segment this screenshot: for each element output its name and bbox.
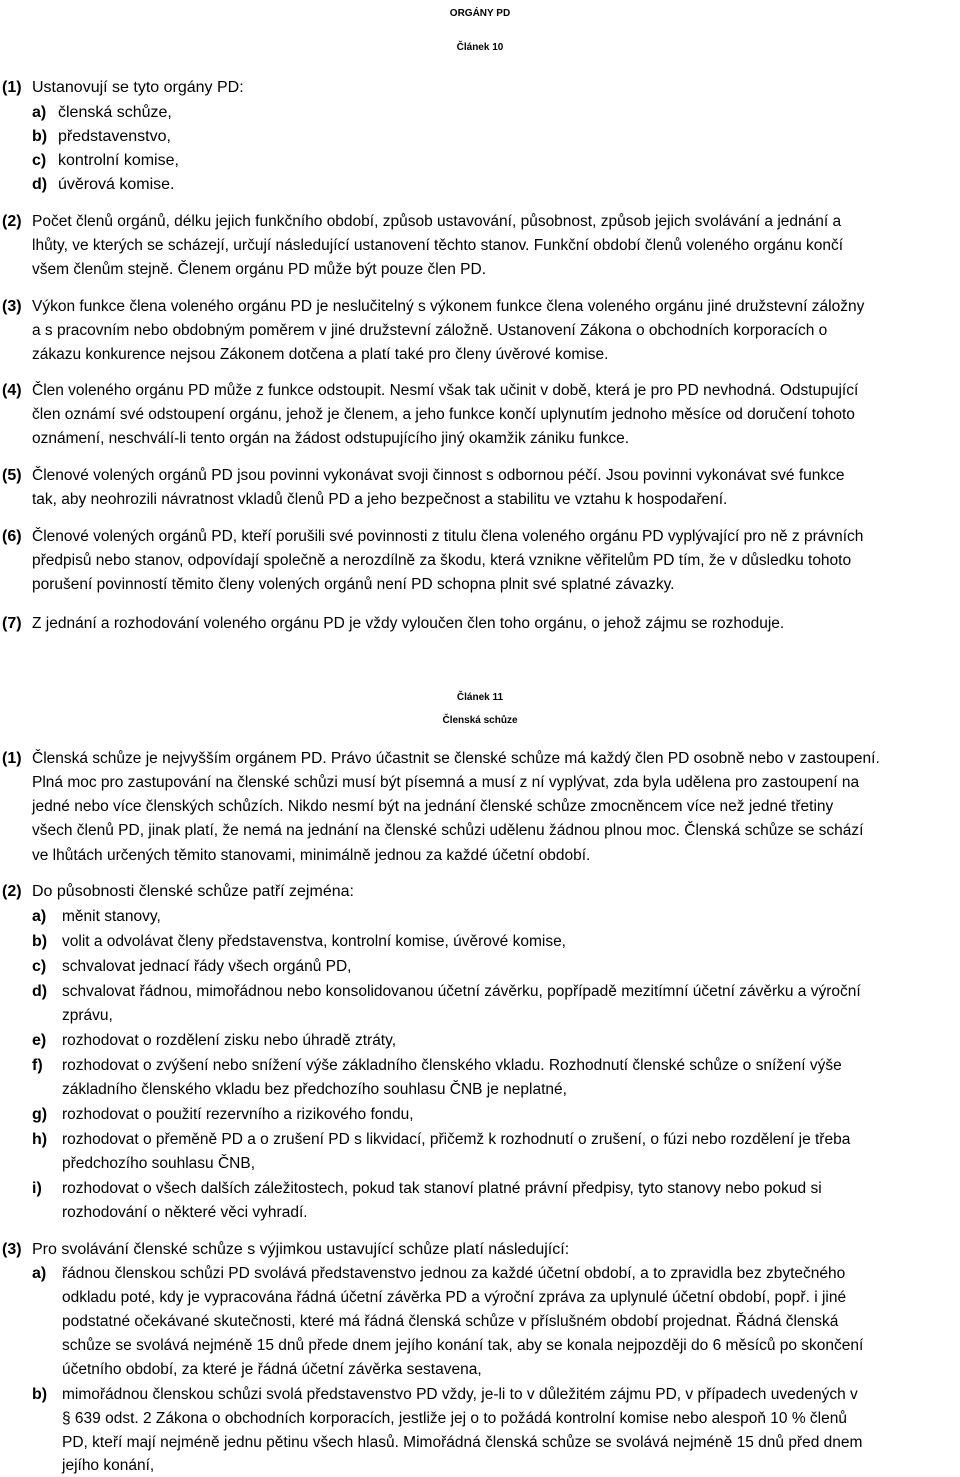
art10-p1-item-letter: d) [32, 176, 48, 193]
art11-p2-item-line: měnit stanovy, [62, 908, 161, 925]
art11-p3-text: Pro svolávání členské schůze s výjimkou ustavující schůze platí následující: [32, 1241, 570, 1258]
art11-p3-item-line: schůze se svolává nejméně 15 dnů přede dnem jejího konání tak, aby se konala nejpozději do 6 měsíců po skončení [62, 1337, 864, 1354]
art10-p3-line: Výkon funkce člena voleného orgánu PD je neslučitelný s výkonem funkce člena voleného orgánu jiné družstevní záložny [32, 298, 865, 315]
art11-p2-item-line: rozhodovat o použití rezervního a rizikového fondu, [62, 1106, 414, 1123]
art11-p2-item-letter: a) [32, 908, 47, 925]
art10-p1-item-text: kontrolní komise, [58, 152, 179, 169]
art11-p2-item-letter: h) [32, 1131, 48, 1148]
art11-p3-item-line: § 639 odst. 2 Zákona o obchodních korporacích, jestliže jej o to požádá kontrolní komise nebo alespoň 10 % členů [62, 1410, 847, 1427]
art10-p4-line: Člen voleného orgánu PD může z funkce odstoupit. Nesmí však tak učinit v době, která je pro PD nevhodná. Odstupující [32, 382, 859, 399]
art11-p3-number: (3) [2, 1241, 22, 1258]
art11-p2-item-line: schvalovat jednací řády všech orgánů PD, [62, 958, 352, 975]
art11-p2-item-letter: f) [32, 1057, 43, 1074]
art11-p1-line: Plná moc pro zastupování na členské schůzi musí být písemná a musí z ní vyplývat, zda byla udělena pro zastoupení na [32, 774, 860, 791]
art11-p3-item-line: odkladu poté, kdy je vypracována řádná účetní závěrka PD a výroční zpráva za uplynulé účetní období, popř. i jiné [62, 1289, 847, 1306]
art10-p1-item-letter: c) [32, 152, 47, 169]
art11-p2-item-letter: b) [32, 933, 48, 950]
article-10-heading: Článek 10 [456, 42, 504, 53]
art10-p3-number: (3) [2, 298, 22, 315]
art11-p3-item-line: PD, kteří mají nejméně jednu pětinu všech hlasů. Mimořádná členská schůze se svolává nejméně 15 dnů před dnem [62, 1434, 863, 1451]
art11-p1-line: Členská schůze je nejvyšším orgánem PD. Právo účastnit se členské schůze má každý člen PD osobně nebo v zastoupení. [32, 750, 880, 767]
section-title: ORGÁNY PD [449, 8, 511, 19]
art10-p2-line: lhůty, ve kterých se scházejí, určují následující ustanovení těchto stanov. Funkční období členů voleného orgánu končí [32, 237, 844, 254]
art10-p1-item-letter: a) [32, 104, 47, 121]
art11-p2-item-line: předchozího souhlasu ČNB, [62, 1155, 256, 1172]
art10-p4-line: člen oznámí své odstoupení orgánu, jehož je členem, a jeho funkce končí uplynutím jednoho měsíce od doručení tohoto [32, 406, 855, 423]
art10-p3-line: a s pracovním nebo obdobným poměrem v jiné družstevní záložně. Ustanovení Zákona o obchodních korporacích o [32, 322, 828, 339]
art10-p5-line: tak, aby neohrozili návratnost vkladů členů PD a jeho bezpečnost a stabilitu ve vztahu k hospodaření. [32, 491, 728, 508]
art10-p1-item-text: představenstvo, [58, 128, 171, 145]
art11-p2-item-line: volit a odvolávat členy představenstva, kontrolní komise, úvěrové komise, [62, 933, 566, 950]
art11-p3-item-letter: b) [32, 1386, 48, 1403]
art10-p1-number: (1) [2, 79, 22, 96]
art11-p3-item-line: podstatné očekávané skutečnosti, které má řádná členská schůze v příslušném období projednat. Řádná členská [62, 1313, 839, 1330]
art11-p3-item-line: účetního období, za které je řádná účetní závěrka sestavena, [62, 1361, 482, 1378]
art10-p6-number: (6) [2, 528, 22, 545]
article-11-subheading: Členská schůze [442, 715, 518, 726]
art11-p2-item-line: základního členského vkladu bez předchozího souhlasu ČNB je neplatné, [62, 1081, 567, 1098]
art11-p3-item-letter: a) [32, 1265, 47, 1282]
art11-p2-item-letter: d) [32, 983, 48, 1000]
art10-p2-line: Počet členů orgánů, délku jejich funkčního období, způsob ustavování, působnost, způsob jejich svolávání a jednání a [32, 213, 842, 230]
art10-p1-item-text: úvěrová komise. [58, 176, 175, 193]
art11-p2-text: Do působnosti členské schůze patří zejména: [32, 883, 354, 900]
art11-p1-line: jedné nebo více členských schůzích. Nikdo nesmí být na jednání členské schůze zmocněncem více než jedné třetiny [32, 798, 834, 815]
art10-p2-line: všem členům stejně. Členem orgánu PD může být pouze člen PD. [32, 261, 487, 278]
art11-p1-line: všech členů PD, jinak platí, že nemá na jednání na členské schůzi udělenu žádnou plnou moc. Členská schůze se schází [32, 822, 864, 839]
art11-p2-item-line: rozhodovat o všech dalších záležitostech, pokud tak stanoví platné právní předpisy, tyto stanovy nebo pokud si [62, 1180, 822, 1197]
art11-p2-item-letter: e) [32, 1032, 47, 1049]
art11-p2-item-letter: c) [32, 958, 47, 975]
art11-p2-item-line: rozhodovat o přeměně PD a o zrušení PD s likvidací, přičemž k rozhodnutí o zrušení, o fúzi nebo rozdělení je třeba [62, 1131, 851, 1148]
art10-p7-number: (7) [2, 615, 22, 632]
art11-p2-number: (2) [2, 883, 22, 900]
art11-p2-item-line: rozhodovat o zvýšení nebo snížení výše základního členského vkladu. Rozhodnutí členské schůze o snížení výše [62, 1057, 842, 1074]
art11-p2-item-line: zprávu, [62, 1007, 113, 1024]
art11-p1-line: ve lhůtách určených těmito stanovami, minimálně jednou za každé účetní období. [32, 847, 591, 864]
art11-p1-number: (1) [2, 750, 22, 767]
art10-p4-line: oznámení, neschválí-li tento orgán na žádost odstupujícího jiný okamžik zániku funkce. [32, 430, 630, 447]
art10-p2-number: (2) [2, 213, 22, 230]
art11-p2-item-line: schvalovat řádnou, mimořádnou nebo konsolidovanou účetní závěrku, popřípadě mezitímní účetní závěrku a výroční [62, 983, 861, 1000]
article-11-heading: Článek 11 [456, 692, 504, 703]
art11-p2-item-line: rozhodování o některé věci vyhradí. [62, 1204, 308, 1221]
art10-p6-line: porušení povinností těmito členy volených orgánů není PD schopna plnit své splatné závazky. [32, 576, 675, 593]
art11-p2-item-letter: g) [32, 1106, 48, 1123]
art10-p5-number: (5) [2, 467, 22, 484]
art10-p1-item-letter: b) [32, 128, 48, 145]
art10-p4-number: (4) [2, 382, 22, 399]
art10-p1-item-text: členská schůze, [58, 104, 172, 121]
art10-p7-line: Z jednání a rozhodování voleného orgánu PD je vždy vyloučen člen toho orgánu, o jehož zájmu se rozhoduje. [32, 615, 785, 632]
art11-p2-item-line: rozhodovat o rozdělení zisku nebo úhradě ztráty, [62, 1032, 397, 1049]
art10-p6-line: Členové volených orgánů PD, kteří porušili své povinnosti z titulu člena voleného orgánu PD vyplývající pro ně z právních [32, 528, 864, 545]
art10-p5-line: Členové volených orgánů PD jsou povinni vykonávat svoji činnost s odbornou péčí. Jsou povinni vykonávat své funkce [32, 467, 845, 484]
art11-p3-item-line: mimořádnou členskou schůzi svolá představenstvo PD vždy, je-li to v důležitém zájmu PD, v případech uvedených v [62, 1386, 858, 1403]
art11-p3-item-line: jejího konání, [62, 1457, 155, 1474]
art11-p2-item-letter: i) [32, 1180, 42, 1197]
art11-p3-item-line: řádnou členskou schůzi PD svolává představenstvo jednou za každé účetní období, a to zpravidla bez zbytečného [62, 1265, 846, 1282]
art10-p3-line: zákazu konkurence nejsou Zákonem dotčena a platí také pro členy úvěrové komise. [32, 346, 609, 363]
art10-p1-text: Ustanovují se tyto orgány PD: [32, 79, 244, 96]
art10-p6-line: předpisů nebo stanov, odpovídají společně a nerozdílně za škodu, která vznikne věřitelům PD tím, že v důsledku tohoto [32, 552, 852, 569]
